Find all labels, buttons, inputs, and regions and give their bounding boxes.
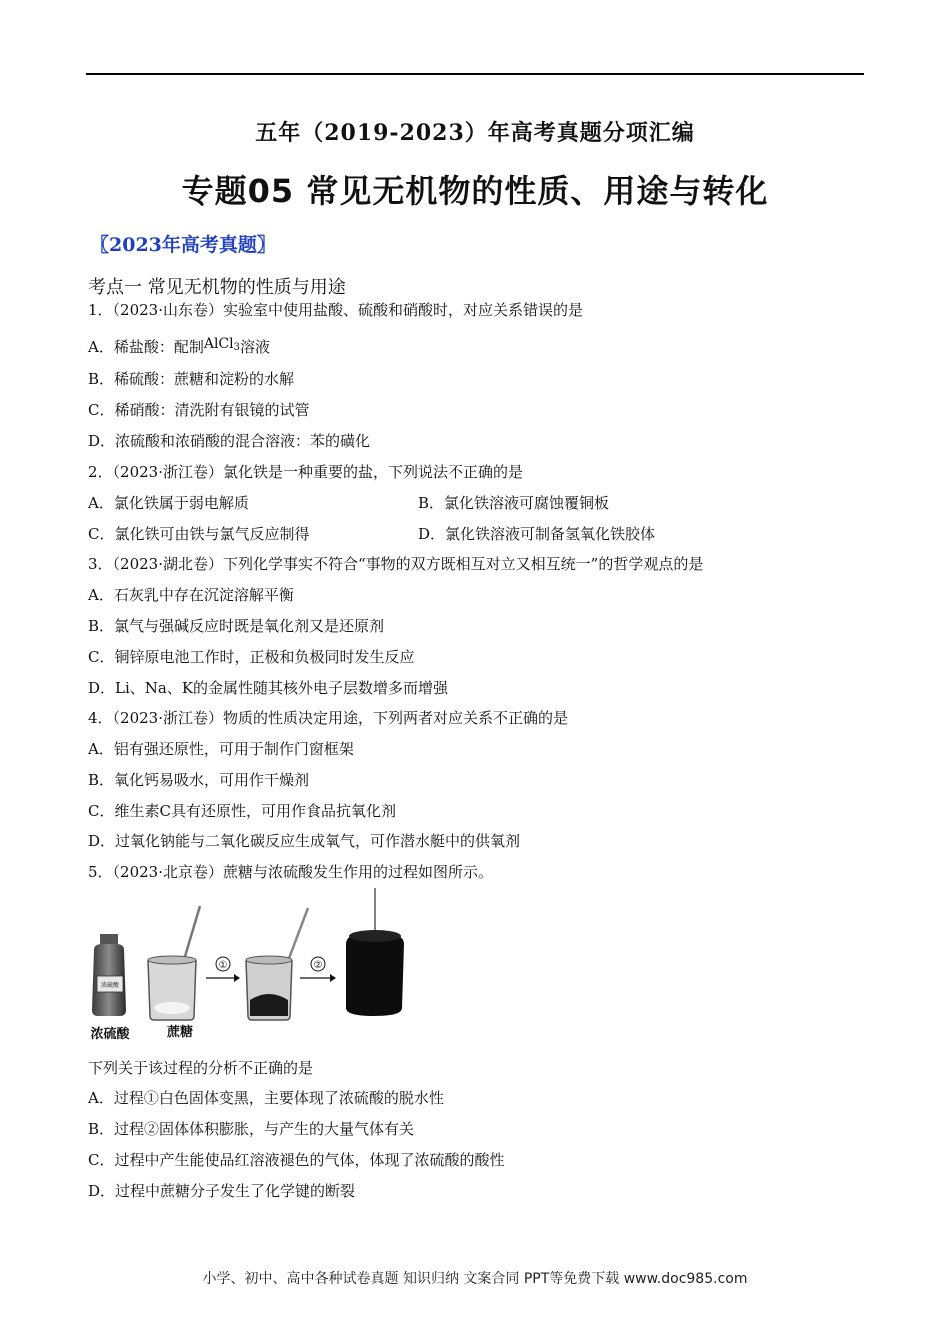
q2-stem: 2．（2023·浙江卷）氯化铁是一种重要的盐，下列说法不正确的是 <box>88 463 523 481</box>
q1-formula <box>204 336 240 352</box>
bottle-label: 浓硫酸 <box>100 982 120 989</box>
step-1-label: ① <box>218 960 228 971</box>
q1-formula-sub: 3 <box>233 342 240 353</box>
page-title: 五年（2019-2023）年高考真题分项汇编 <box>255 120 695 146</box>
blackened-beaker <box>246 908 308 1020</box>
q4-option-a: A．铝有强还原性，可用于制作门窗框架 <box>88 740 354 758</box>
q2-option-c: C．氯化铁可由铁与氯气反应制得 <box>88 525 310 543</box>
q5-analysis: 下列关于该过程的分析不正确的是 <box>88 1059 314 1077</box>
q2-option-a: A．氯化铁属于弱电解质 <box>88 494 249 512</box>
topic-heading: 考点一 常见无机物的性质与用途 <box>88 277 346 298</box>
q3-option-a: A．石灰乳中存在沉淀溶解平衡 <box>88 586 294 604</box>
step-2-label: ② <box>313 960 323 971</box>
q1-stem: 1．（2023·山东卷）实验室中使用盐酸、硫酸和硝酸时，对应关系错误的是 <box>88 301 583 319</box>
q1-formula-main: AlCl <box>203 336 234 352</box>
q1-option-d: D．浓硫酸和浓硝酸的混合溶液：苯的磺化 <box>88 432 371 450</box>
q2-option-d: D．氯化铁溶液可制备氢氧化铁胶体 <box>418 525 656 543</box>
q5-option-b: B．过程②固体体积膨胀，与产生的大量气体有关 <box>88 1120 415 1138</box>
q4-option-d: D．过氧化钠能与二氧化碳反应生成氧气，可作潜水艇中的供氧剂 <box>88 832 521 850</box>
sugar-caption: 蔗糖 <box>166 1025 194 1040</box>
q4-option-b: B．氧化钙易吸水，可用作干燥剂 <box>88 771 310 789</box>
acid-bottle <box>92 934 126 1016</box>
top-rule <box>86 73 864 75</box>
sugar-beaker <box>148 906 200 1020</box>
q3-option-b: B．氯气与强碱反应时既是氧化剂又是还原剂 <box>88 617 385 635</box>
arrow-step-1 <box>206 957 240 982</box>
page-footer: 小学、初中、高中各种试卷真题 知识归纳 文案合同 PPT等免费下载 www.doc985.com <box>202 1271 748 1287</box>
q5-option-d: D．过程中蔗糖分子发生了化学键的断裂 <box>88 1182 356 1200</box>
carbon-column <box>346 888 404 1016</box>
q5-option-a: A．过程①白色固体变黑，主要体现了浓硫酸的脱水性 <box>88 1089 444 1107</box>
q1-option-b: B．稀硫酸：蔗糖和淀粉的水解 <box>88 370 295 388</box>
experiment-figure <box>88 888 408 1048</box>
q1-option-a-post: 溶液 <box>240 338 271 356</box>
q1-option-a-pre: A．稀盐酸：配制 <box>88 338 204 356</box>
q1-option-a <box>88 334 270 358</box>
section-heading: 〖2023年高考真题〗 <box>90 234 276 256</box>
q4-stem: 4．（2023·浙江卷）物质的性质决定用途，下列两者对应关系不正确的是 <box>88 709 568 727</box>
q3-option-d: D．Li、Na、K的金属性随其核外电子层数增多而增强 <box>88 679 449 697</box>
q2-option-b: B．氯化铁溶液可腐蚀覆铜板 <box>418 494 610 512</box>
acid-caption: 浓硫酸 <box>90 1027 130 1042</box>
q3-stem: 3．（2023·湖北卷）下列化学事实不符合“事物的双方既相互对立又相互统一”的哲学观点的是 <box>88 555 704 573</box>
q4-option-c: C．维生素C具有还原性，可用作食品抗氧化剂 <box>88 802 396 820</box>
q3-option-c: C．铜锌原电池工作时，正极和负极同时发生反应 <box>88 648 415 666</box>
q1-option-c: C．稀硝酸：清洗附有银镜的试管 <box>88 401 310 419</box>
arrow-step-2 <box>300 957 336 982</box>
q5-option-c: C．过程中产生能使品红溶液褪色的气体，体现了浓硫酸的酸性 <box>88 1151 505 1169</box>
q5-stem: 5．（2023·北京卷）蔗糖与浓硫酸发生作用的过程如图所示。 <box>88 863 493 881</box>
page-subtitle: 专题05 常见无机物的性质、用途与转化 <box>181 172 769 210</box>
